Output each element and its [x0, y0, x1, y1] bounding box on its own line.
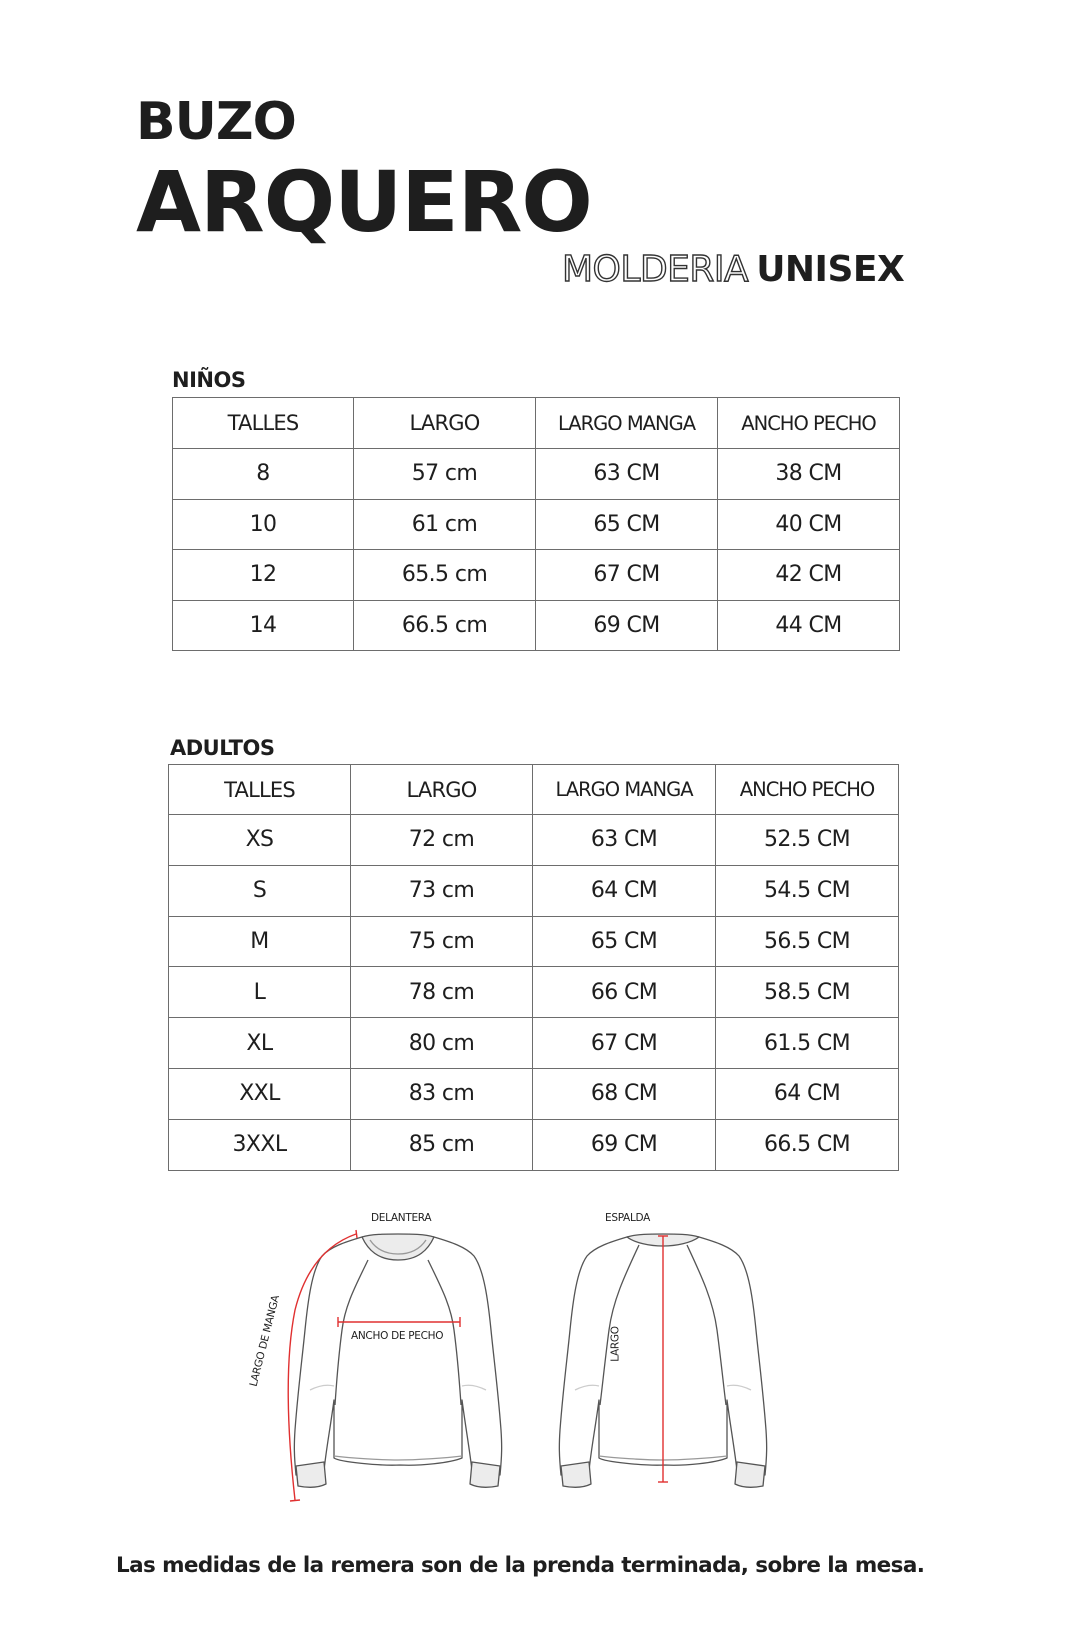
sleeve-length-cell: 65 CM	[536, 499, 718, 550]
chest-width-cell: 66.5 CM	[716, 1119, 899, 1170]
chest-width-cell: 52.5 CM	[716, 815, 899, 866]
size-cell: 12	[173, 550, 354, 601]
table-row	[169, 1068, 899, 1119]
sleeve-length-cell: 68 CM	[533, 1068, 716, 1119]
table-row	[173, 449, 900, 500]
column-header-talles: TALLES	[173, 398, 354, 449]
kids-size-table	[172, 397, 900, 651]
length-cell: 66.5 cm	[354, 600, 536, 651]
length-cell: 85 cm	[351, 1119, 533, 1170]
table-row	[169, 967, 899, 1018]
length-cell: 80 cm	[351, 1018, 533, 1069]
column-header-ancho-pecho: ANCHO PECHO	[718, 398, 900, 449]
sleeve-length-cell: 69 CM	[533, 1119, 716, 1170]
size-cell: 14	[173, 600, 354, 651]
sleeve-length-label: LARGO DE MANGA	[247, 1294, 282, 1388]
size-cell: M	[169, 916, 351, 967]
length-cell: 83 cm	[351, 1068, 533, 1119]
length-cell: 57 cm	[354, 449, 536, 500]
chest-width-cell: 54.5 CM	[716, 865, 899, 916]
kids-section-label: NIÑOS	[172, 368, 246, 392]
size-cell: XL	[169, 1018, 351, 1069]
back-view-label: ESPALDA	[605, 1212, 650, 1224]
column-header-largo-manga: LARGO MANGA	[533, 765, 716, 815]
length-cell: 61 cm	[354, 499, 536, 550]
column-header-talles: TALLES	[169, 765, 351, 815]
subtitle-outline-text: MOLDERIA	[562, 249, 749, 290]
sleeve-length-cell: 65 CM	[533, 916, 716, 967]
sleeve-length-tick-top	[356, 1230, 357, 1238]
table-row	[169, 916, 899, 967]
table-header-row	[173, 398, 900, 449]
table-row	[169, 1119, 899, 1170]
chest-width-cell: 42 CM	[718, 550, 900, 601]
sleeve-length-tick-bottom	[290, 1500, 300, 1501]
length-cell: 75 cm	[351, 916, 533, 967]
table-row	[169, 815, 899, 866]
table-row	[169, 865, 899, 916]
length-cell: 72 cm	[351, 815, 533, 866]
table-row	[173, 499, 900, 550]
chest-width-cell: 56.5 CM	[716, 916, 899, 967]
table-row	[169, 1018, 899, 1069]
subtitle-solid-text: UNISEX	[756, 249, 905, 290]
chest-width-cell: 40 CM	[718, 499, 900, 550]
sleeve-length-cell: 69 CM	[536, 600, 718, 651]
subtitle	[562, 249, 905, 290]
column-header-largo: LARGO	[351, 765, 533, 815]
size-cell: 3XXL	[169, 1119, 351, 1170]
footer-note: Las medidas de la remera son de la prenda terminada, sobre la mesa.	[116, 1553, 925, 1578]
adults-size-table	[168, 764, 899, 1171]
column-header-largo: LARGO	[354, 398, 536, 449]
front-sweatshirt-icon	[294, 1234, 501, 1487]
column-header-largo-manga: LARGO MANGA	[536, 398, 718, 449]
table-header-row	[169, 765, 899, 815]
garment-drawing	[247, 1190, 810, 1520]
sleeve-length-cell: 63 CM	[533, 815, 716, 866]
front-view-label: DELANTERA	[371, 1212, 432, 1224]
table-row	[173, 600, 900, 651]
title-line-2: ARQUERO	[136, 153, 592, 251]
sleeve-length-cell: 67 CM	[533, 1018, 716, 1069]
chest-width-cell: 61.5 CM	[716, 1018, 899, 1069]
column-header-ancho-pecho: ANCHO PECHO	[716, 765, 899, 815]
chest-width-cell: 58.5 CM	[716, 967, 899, 1018]
chest-width-cell: 38 CM	[718, 449, 900, 500]
size-cell: 8	[173, 449, 354, 500]
sleeve-length-cell: 64 CM	[533, 865, 716, 916]
size-cell: S	[169, 865, 351, 916]
size-cell: XS	[169, 815, 351, 866]
title-line-1: BUZO	[136, 92, 296, 152]
length-cell: 65.5 cm	[354, 550, 536, 601]
length-label: LARGO	[609, 1326, 622, 1362]
length-cell: 73 cm	[351, 865, 533, 916]
table-row	[173, 550, 900, 601]
length-cell: 78 cm	[351, 967, 533, 1018]
chest-width-label: ANCHO DE PECHO	[351, 1330, 444, 1342]
chest-width-cell: 64 CM	[716, 1068, 899, 1119]
sleeve-length-cell: 63 CM	[536, 449, 718, 500]
size-cell: L	[169, 967, 351, 1018]
garment-measurement-diagram	[247, 1190, 810, 1520]
sleeve-length-cell: 67 CM	[536, 550, 718, 601]
sleeve-length-cell: 66 CM	[533, 967, 716, 1018]
size-cell: XXL	[169, 1068, 351, 1119]
adults-section-label: ADULTOS	[170, 736, 275, 760]
size-cell: 10	[173, 499, 354, 550]
chest-width-cell: 44 CM	[718, 600, 900, 651]
